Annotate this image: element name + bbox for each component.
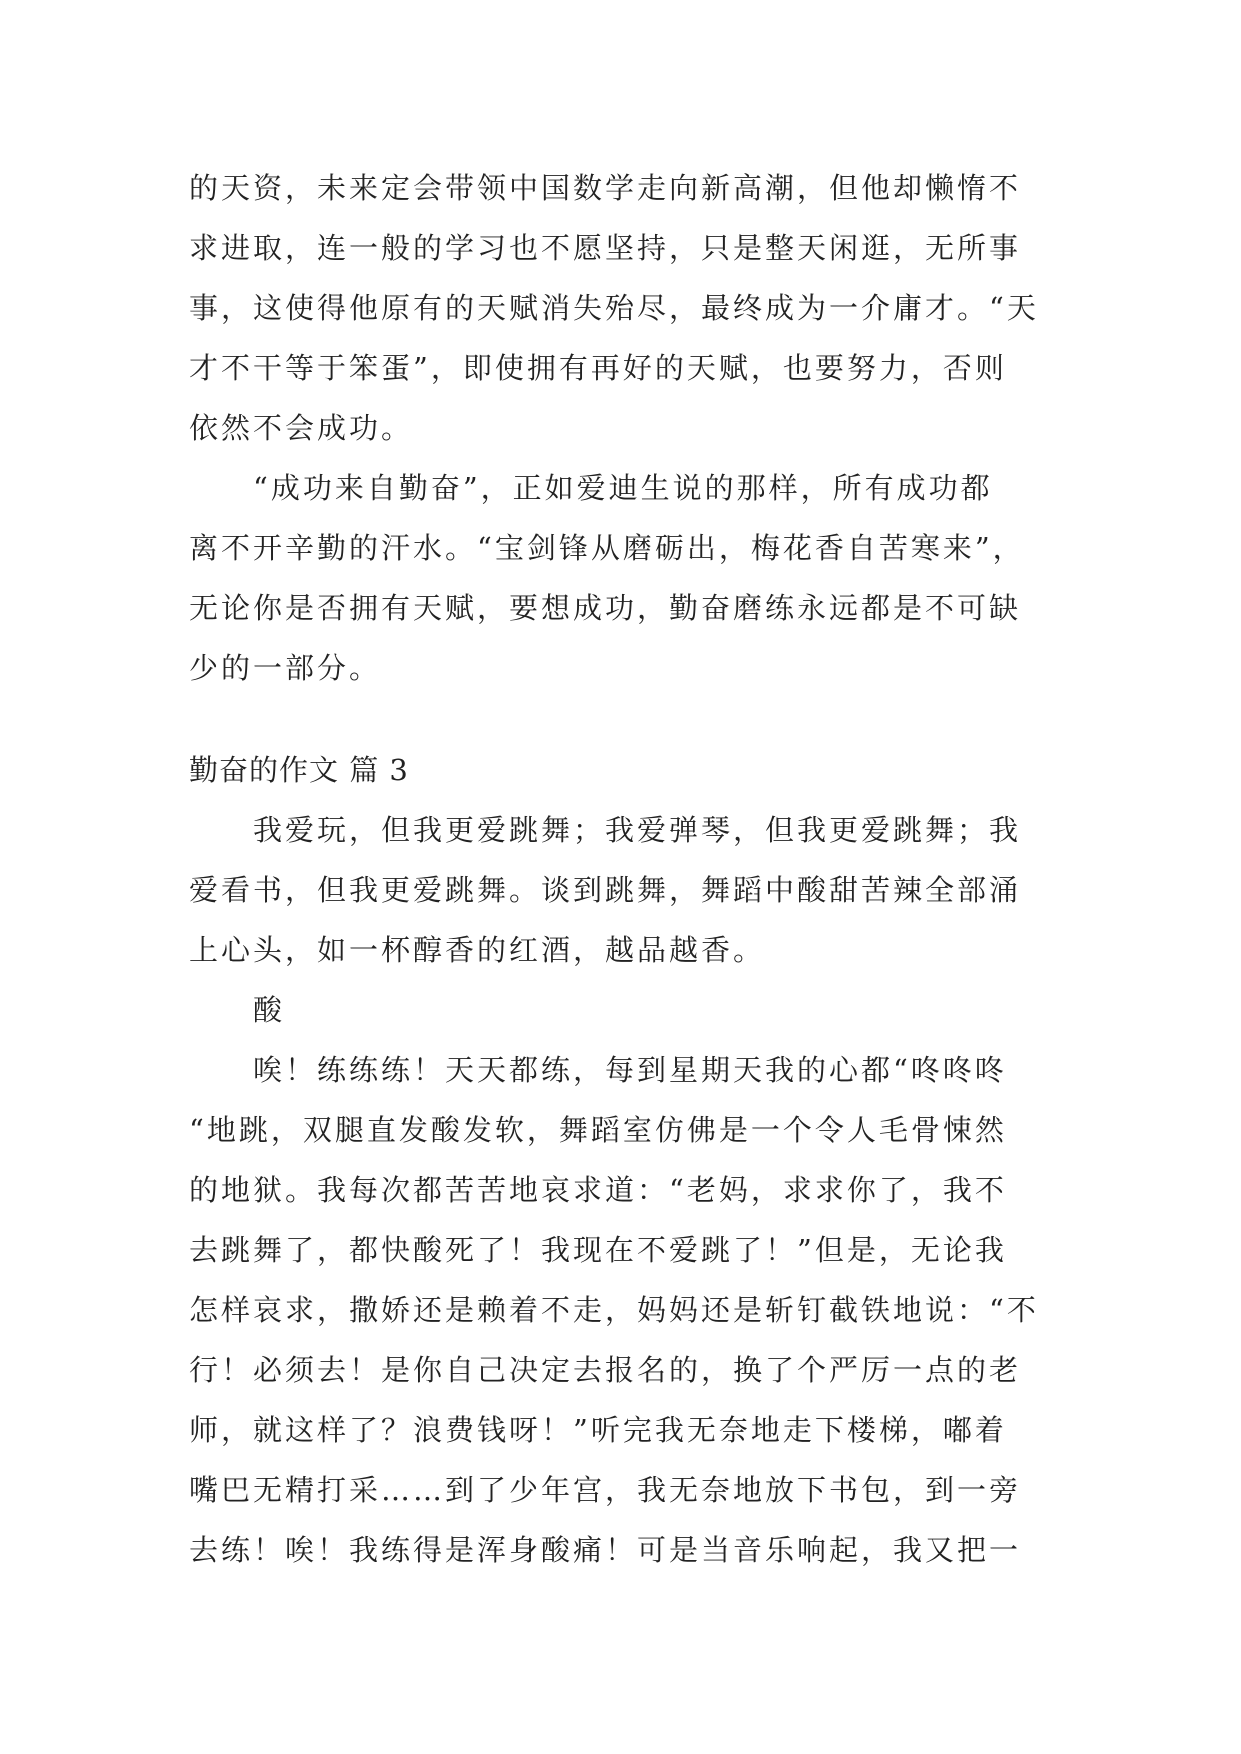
essay-continuation bbox=[189, 158, 1069, 698]
section-heading: 勤奋的作文 篇 3 bbox=[189, 753, 409, 787]
essay-section bbox=[189, 740, 1069, 1580]
text-line: 上心头，如一杯醇香的红酒，越品越香。 bbox=[189, 933, 766, 967]
text-line: 的地狱。我每次都苦苦地哀求道：“老妈，求求你了，我不 bbox=[189, 1173, 1007, 1207]
text-line: 离不开辛勤的汗水。“宝剑锋从磨砺出，梅花香自苦寒来”， bbox=[189, 531, 1025, 565]
text-line: 事，这使得他原有的天赋消失殆尽，最终成为一介庸才。“天 bbox=[189, 291, 1039, 325]
text-line: 去跳舞了，都快酸死了！我现在不爱跳了！”但是，无论我 bbox=[189, 1233, 1007, 1267]
text-line: “成功来自勤奋”，正如爱迪生说的那样，所有成功都 bbox=[189, 471, 993, 505]
text-line: 爱看书，但我更爱跳舞。谈到跳舞，舞蹈中酸甜苦辣全部涌 bbox=[189, 873, 1022, 907]
text-line: 依然不会成功。 bbox=[189, 411, 414, 445]
text-line: 求进取，连一般的学习也不愿坚持，只是整天闲逛，无所事 bbox=[189, 231, 1022, 265]
text-line: 唉！练练练！天天都练，每到星期天我的心都“咚咚咚 bbox=[189, 1053, 1007, 1087]
text-line: 的天资，未来定会带领中国数学走向新高潮，但他却懒惰不 bbox=[189, 171, 1022, 205]
text-line: 行！必须去！是你自己决定去报名的，换了个严厉一点的老 bbox=[189, 1353, 1022, 1387]
text-line: 去练！唉！我练得是浑身酸痛！可是当音乐响起，我又把一 bbox=[189, 1533, 1022, 1567]
text-line: 少的一部分。 bbox=[189, 651, 382, 685]
text-line: 嘴巴无精打采……到了少年宫，我无奈地放下书包，到一旁 bbox=[189, 1473, 1022, 1507]
text-line: 酸 bbox=[189, 993, 286, 1027]
text-line: “地跳，双腿直发酸发软，舞蹈室仿佛是一个令人毛骨悚然 bbox=[189, 1113, 1007, 1147]
text-line: 才不干等于笨蛋”，即使拥有再好的天赋，也要努力，否则 bbox=[189, 351, 1007, 385]
text-line: 怎样哀求，撒娇还是赖着不走，妈妈还是斩钉截铁地说：“不 bbox=[189, 1293, 1039, 1327]
text-line: 我爱玩，但我更爱跳舞；我爱弹琴，但我更爱跳舞；我 bbox=[189, 813, 1022, 847]
text-line: 师，就这样了？浪费钱呀！”听完我无奈地走下楼梯，嘟着 bbox=[189, 1413, 1007, 1447]
text-line: 无论你是否拥有天赋，要想成功，勤奋磨练永远都是不可缺 bbox=[189, 591, 1022, 625]
